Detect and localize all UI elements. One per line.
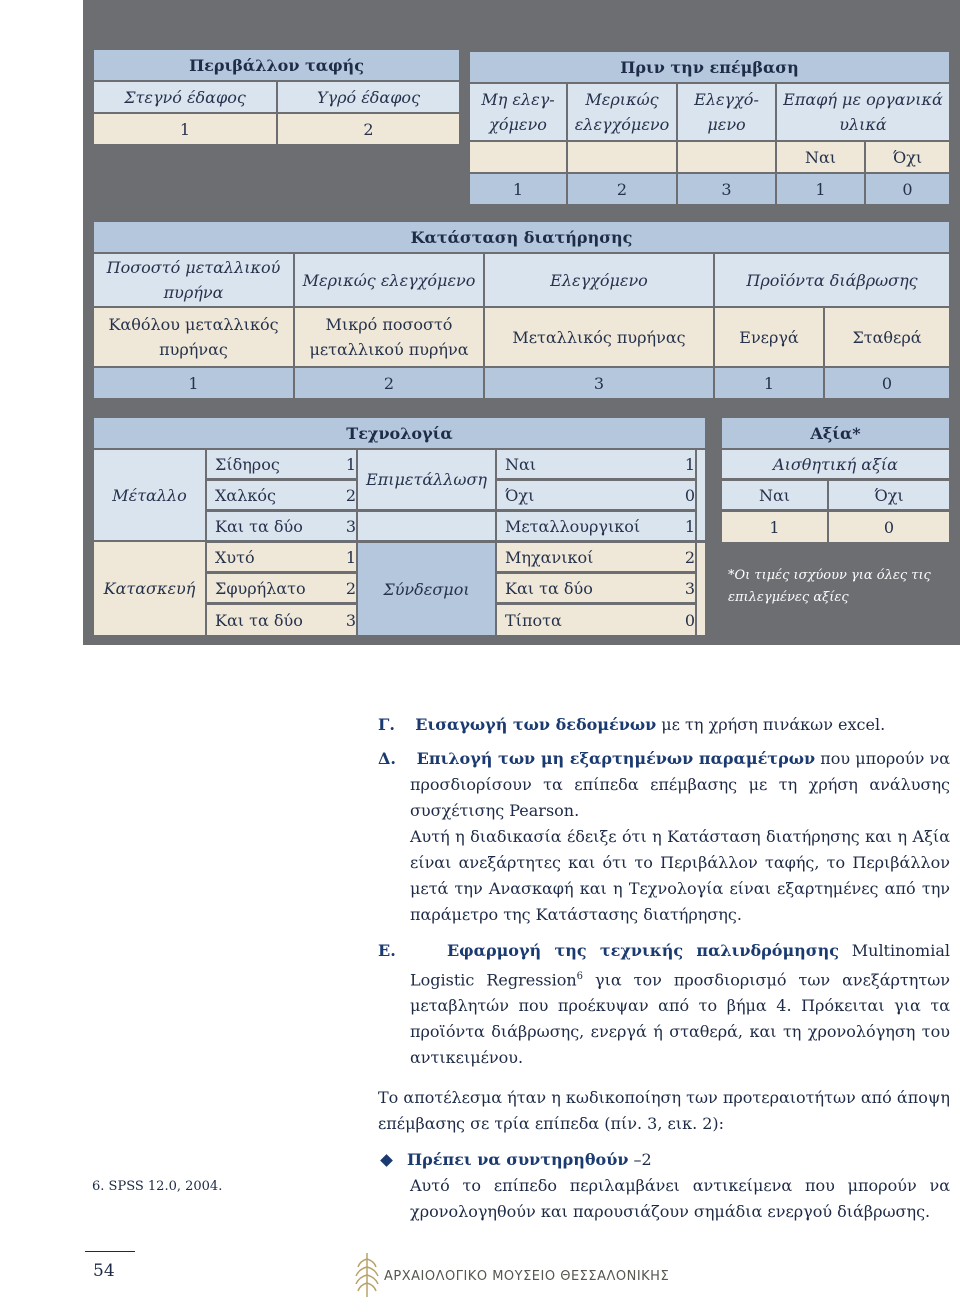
dry-soil-code: 1 [94, 114, 276, 144]
value-no: Όχι [829, 481, 949, 509]
blank-cell [470, 142, 566, 172]
metal-label: Μέταλλο [94, 450, 205, 540]
dry-soil: Στεγνό έδαφος [94, 82, 276, 112]
technology-header: Τεχνολογία [94, 418, 705, 448]
contact-yes: Ναι [777, 142, 864, 172]
joint-mechanical: Μηχανικοί 2 [497, 543, 695, 571]
small-metal-core: Μικρό ποσοστό μεταλλικού πυρήνα [295, 308, 483, 366]
stable: Σταθερά [825, 308, 949, 366]
code-cell: 1 [94, 368, 293, 398]
preservation-header: Κατάσταση διατήρησης [94, 222, 949, 252]
code-cell: 0 [866, 174, 949, 204]
joint-none: Τίποτα 0 [497, 605, 695, 635]
code-cell: 3 [678, 174, 775, 204]
metal-copper: Χαλκός 2 [207, 481, 356, 509]
museum-logo-icon [352, 1249, 382, 1299]
contact-no: Όχι [866, 142, 949, 172]
construction-label: Κατασκευή [94, 542, 205, 635]
active: Ενεργά [715, 308, 823, 366]
metal-core: Μεταλλικός πυρήνας [485, 308, 713, 366]
uncontrolled: Μη ελεγ-χόμενο [470, 84, 566, 140]
wet-soil: Υγρό έδαφος [278, 82, 459, 112]
blank-cell [697, 450, 705, 540]
no-metal-core: Καθόλου μεταλλικός πυρήνας [94, 308, 293, 366]
plating-no: Όχι 0 [497, 481, 695, 509]
controlled: Ελεγχόμενο [485, 254, 713, 306]
joints-label: Σύνδεσμοι [358, 543, 495, 635]
code-cell: 1 [715, 368, 823, 398]
section-d-para: Αυτή η διαδικασία έδειξε ότι η Κατάσταση διατήρησης και η Αξία είναι ανεξάρτητες και ότι το Περιβάλλον ταφής, το Περιβάλλον μετά την Ανασκαφή και η Τεχνολογία είναι εξαρτημένες από την παράμετρο της Κατάστασης διατήρησης. [410, 827, 950, 924]
publisher-name: ΑΡΧΑΙΟΛΟΓΙΚΟ ΜΟΥΣΕΙΟ ΘΕΣΣΑΛΟΝΙΚΗΣ [384, 1269, 670, 1284]
code-cell: 1 [777, 174, 864, 204]
wet-soil-code: 2 [278, 114, 459, 144]
plating-label: Επιμετάλλωση [358, 450, 495, 509]
aesthetic-value: Αισθητική αξία [722, 450, 949, 478]
value-yes-code: 1 [722, 512, 827, 542]
value-yes: Ναι [722, 481, 827, 509]
code-cell: 0 [825, 368, 949, 398]
metal-iron: Σίδηρος 1 [207, 450, 356, 478]
construction-forged: Σφυρήλατο 2 [207, 574, 356, 602]
blank-cell [358, 512, 495, 540]
construction-both: Και τα δύο 3 [207, 605, 356, 635]
construction-cast: Χυτό 1 [207, 543, 356, 571]
partly-controlled: Μερικώς ελεγχόμενο [568, 84, 676, 140]
section-d: Δ. Επιλογή των μη εξαρτημένων παραμέτρων που μπορούν να προσδιορίσουν τα επίπεδα επέμβασης με τη χρήση ανάλυσης συσχέτισης Pearson. [378, 749, 951, 820]
section-g: Γ. Εισαγωγή των δεδομένων με τη χρήση πινάκων excel. [378, 715, 886, 734]
plating-yes: Ναι 1 [497, 450, 695, 478]
blank-cell [678, 142, 775, 172]
value-no-code: 0 [829, 512, 949, 542]
bullet-item: Πρέπει να συντηρηθούν –2 Αυτό το επίπεδο περιλαμβάνει αντικείμενα που μπορούν να χρονολογηθούν και παρουσιάζουν σημάδια ενεργού διάβρωσης. [378, 1147, 950, 1225]
footnote: 6. SPSS 12.0, 2004. [92, 1179, 223, 1194]
result-paragraph: Το αποτέλεσμα ήταν η κωδικοποίηση των προτεραιοτήτων από άποψη επέμβασης σε τρία επίπεδα (πίν. 3, εικ. 2): [378, 1088, 950, 1134]
code-cell: 2 [295, 368, 483, 398]
partly-controlled: Μερικώς ελεγχόμενο [295, 254, 483, 306]
organic-contact: Επαφή με οργανικά υλικά [777, 84, 949, 140]
joint-both: Και τα δύο 3 [497, 574, 695, 602]
code-cell: 1 [470, 174, 566, 204]
metal-both: Και τα δύο 3 [207, 512, 356, 540]
blank-cell [697, 543, 705, 635]
controlled: Ελεγχό-μενο [678, 84, 775, 140]
body-text [378, 712, 950, 1225]
code-cell: 2 [568, 174, 676, 204]
metal-core-percentage: Ποσοστό μεταλλικού πυρήνα [94, 254, 293, 306]
diamond-bullet-icon [380, 1154, 393, 1167]
corrosion-products: Προϊόντα διάβρωσης [715, 254, 949, 306]
code-cell: 3 [485, 368, 713, 398]
section-e: Ε. Εφαρμογή της τεχνικής παλινδρόμησης Multinomial Logistic Regression$^6$ για τον προσδιορισμό των ανεξάρτητων μεταβλητών που προέκυψαν από το βήμα 4. Πρόκειται για τα προϊόντα διάβρωσης, ενεργά ή σταθερά, και τη χρονολόγηση του αντικειμένου. [378, 941, 950, 1068]
value-note: *Οι τιμές ισχύουν για όλες τις επιλεγμένες αξίες [728, 568, 931, 605]
value-header: Αξία* [722, 418, 949, 448]
divider [85, 1251, 135, 1252]
burial-header: Περιβάλλον ταφής [94, 50, 459, 80]
page-number: 54 [93, 1261, 115, 1281]
before-intervention-header: Πριν την επέμβαση [470, 52, 949, 82]
joint-metallurgical: Μεταλλουργικοί 1 [497, 512, 695, 540]
blank-cell [568, 142, 676, 172]
